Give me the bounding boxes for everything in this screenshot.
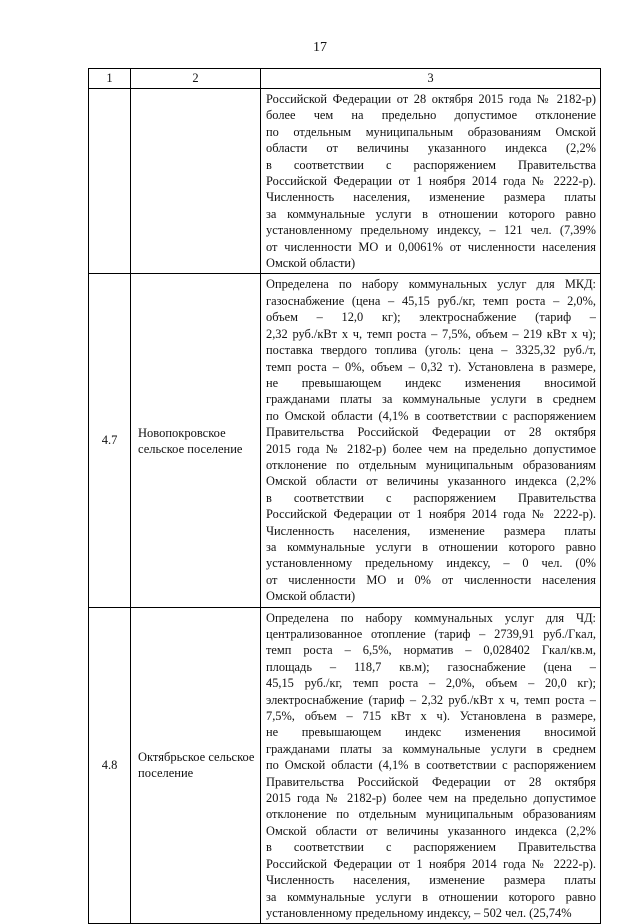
description-line: площадь – 118,7 кв.м); газоснабжение (цена – bbox=[266, 659, 596, 674]
table-row bbox=[89, 89, 601, 274]
column-header-1: 1 bbox=[89, 69, 131, 89]
description-line: по Омской области (4,1% в соответствии с распоряжением bbox=[266, 408, 596, 423]
description-line: 2015 года № 2182-р) более чем на предельно допустимое bbox=[266, 791, 596, 806]
description-line: темп роста – 6,5%, норматив – 0,028402 Гкал/кв.м, bbox=[266, 643, 596, 658]
description-line: Российской Федерации от 1 ноября 2014 года № 2222-р). bbox=[266, 507, 596, 522]
description-line: по Омской области (4,1% в соответствии с распоряжением bbox=[266, 758, 596, 773]
description-line: установленному предельному индексу, – 121 чел. (7,39% bbox=[266, 223, 596, 238]
description-line: гражданами платы за коммунальные услуги в среднем bbox=[266, 741, 596, 756]
description-line: 7,5%, объем – 715 кВт х ч). Установлена в размере, bbox=[266, 709, 596, 724]
page-number: 17 bbox=[313, 40, 327, 55]
description-line: по отдельным муниципальным образованиям Омской bbox=[266, 124, 596, 139]
description-line: 2015 года № 2182-р) более чем на предельно допустимое bbox=[266, 441, 596, 456]
row-number: 4.7 bbox=[89, 274, 131, 607]
description-line: Российской Федерации от 1 ноября 2014 года № 2222-р). bbox=[266, 174, 596, 189]
municipality-name bbox=[131, 89, 261, 274]
municipality-name: Октябрьское сельское поселение bbox=[131, 607, 261, 924]
row-number: 4.8 bbox=[89, 607, 131, 924]
description-line: отклонение по отдельным муниципальным образованиям bbox=[266, 457, 596, 472]
description-line: Правительства Российской Федерации от 28 октября bbox=[266, 774, 596, 789]
description-line: не превышающем индекс изменения вносимой bbox=[266, 725, 596, 740]
description-cell bbox=[261, 89, 601, 274]
description-cell bbox=[261, 274, 601, 607]
description-line: Омской области) bbox=[266, 589, 356, 604]
description-line: в соответствии с распоряжением Правительства bbox=[266, 840, 596, 855]
description-line: более чем на предельно допустимое отклонение bbox=[266, 108, 596, 123]
description-line: установленному предельному индексу, – 502 чел. (25,74% bbox=[266, 905, 572, 920]
description-line: в соответствии с распоряжением Правительства bbox=[266, 157, 596, 172]
table-row bbox=[89, 274, 601, 607]
column-header-3: 3 bbox=[261, 69, 601, 89]
municipality-name: Новопокровское сельское поселение bbox=[131, 274, 261, 607]
description-line: Омской области) bbox=[266, 256, 356, 271]
description-line: Правительства Российской Федерации от 28 октября bbox=[266, 425, 596, 440]
description-line: в соответствии с распоряжением Правительства bbox=[266, 490, 596, 505]
description-line: Российской Федерации от 1 ноября 2014 года № 2222-р). bbox=[266, 856, 596, 871]
description-line: темп роста – 0%, объем – 0,32 т). Установлена в размере, bbox=[266, 359, 596, 374]
description-line: за коммунальные услуги в отношении которого равно bbox=[266, 539, 596, 554]
description-line: электроснабжение (тариф – 2,32 руб./кВт х ч, темп роста – bbox=[266, 692, 596, 707]
description-line: Определена по набору коммунальных услуг для МКД: bbox=[266, 277, 596, 292]
document-table bbox=[88, 68, 601, 924]
column-header-2: 2 bbox=[131, 69, 261, 89]
description-line: объем – 12,0 кг); электроснабжение (тариф – bbox=[266, 310, 596, 325]
description-line: централизованное отопление (тариф – 2739,91 руб./Гкал, bbox=[266, 627, 596, 641]
description-line: Омской области от величины указанного индекса (2,2% bbox=[266, 474, 596, 489]
description-line: Численность населения, изменение размера платы bbox=[266, 873, 596, 888]
description-line: за коммунальные услуги в отношении которого равно bbox=[266, 889, 596, 904]
description-line: 2,32 руб./кВт х ч, темп роста – 7,5%, объем – 219 кВт х ч); bbox=[266, 326, 596, 341]
table-row bbox=[89, 607, 601, 924]
description-line: отклонение по отдельным муниципальным образованиям bbox=[266, 807, 596, 822]
table-header-row bbox=[89, 69, 601, 89]
description-line: не превышающем индекс изменения вносимой bbox=[266, 375, 596, 390]
description-line: от численности МО и 0% от численности населения bbox=[266, 572, 596, 587]
description-line: Определена по набору коммунальных услуг для ЧД: bbox=[266, 610, 596, 625]
description-line: Омской области от величины указанного индекса (2,2% bbox=[266, 823, 596, 838]
description-line: Российской Федерации от 28 октября 2015 года № 2182-р) bbox=[266, 92, 596, 106]
description-line: Численность населения, изменение размера платы bbox=[266, 190, 596, 205]
description-cell bbox=[261, 607, 601, 924]
description-line: установленному предельному индексу, – 0 чел. (0% bbox=[266, 556, 596, 571]
row-number bbox=[89, 89, 131, 274]
description-line: поставка твердого топлива (уголь: цена – 3325,32 руб./т, bbox=[266, 343, 596, 358]
description-line: гражданами платы за коммунальные услуги в среднем bbox=[266, 392, 596, 407]
description-line: за коммунальные услуги в отношении которого равно bbox=[266, 206, 596, 221]
description-line: от численности МО и 0,0061% от численности населения bbox=[266, 239, 596, 254]
description-line: Численность населения, изменение размера платы bbox=[266, 523, 596, 538]
description-line: 45,15 руб./кг, темп роста – 2,0%, объем – 20,0 кг); bbox=[266, 676, 596, 691]
description-line: области от величины указанного индекса (2,2% bbox=[266, 141, 596, 156]
description-line: газоснабжение (цена – 45,15 руб./кг, темп роста – 2,0%, bbox=[266, 293, 596, 308]
